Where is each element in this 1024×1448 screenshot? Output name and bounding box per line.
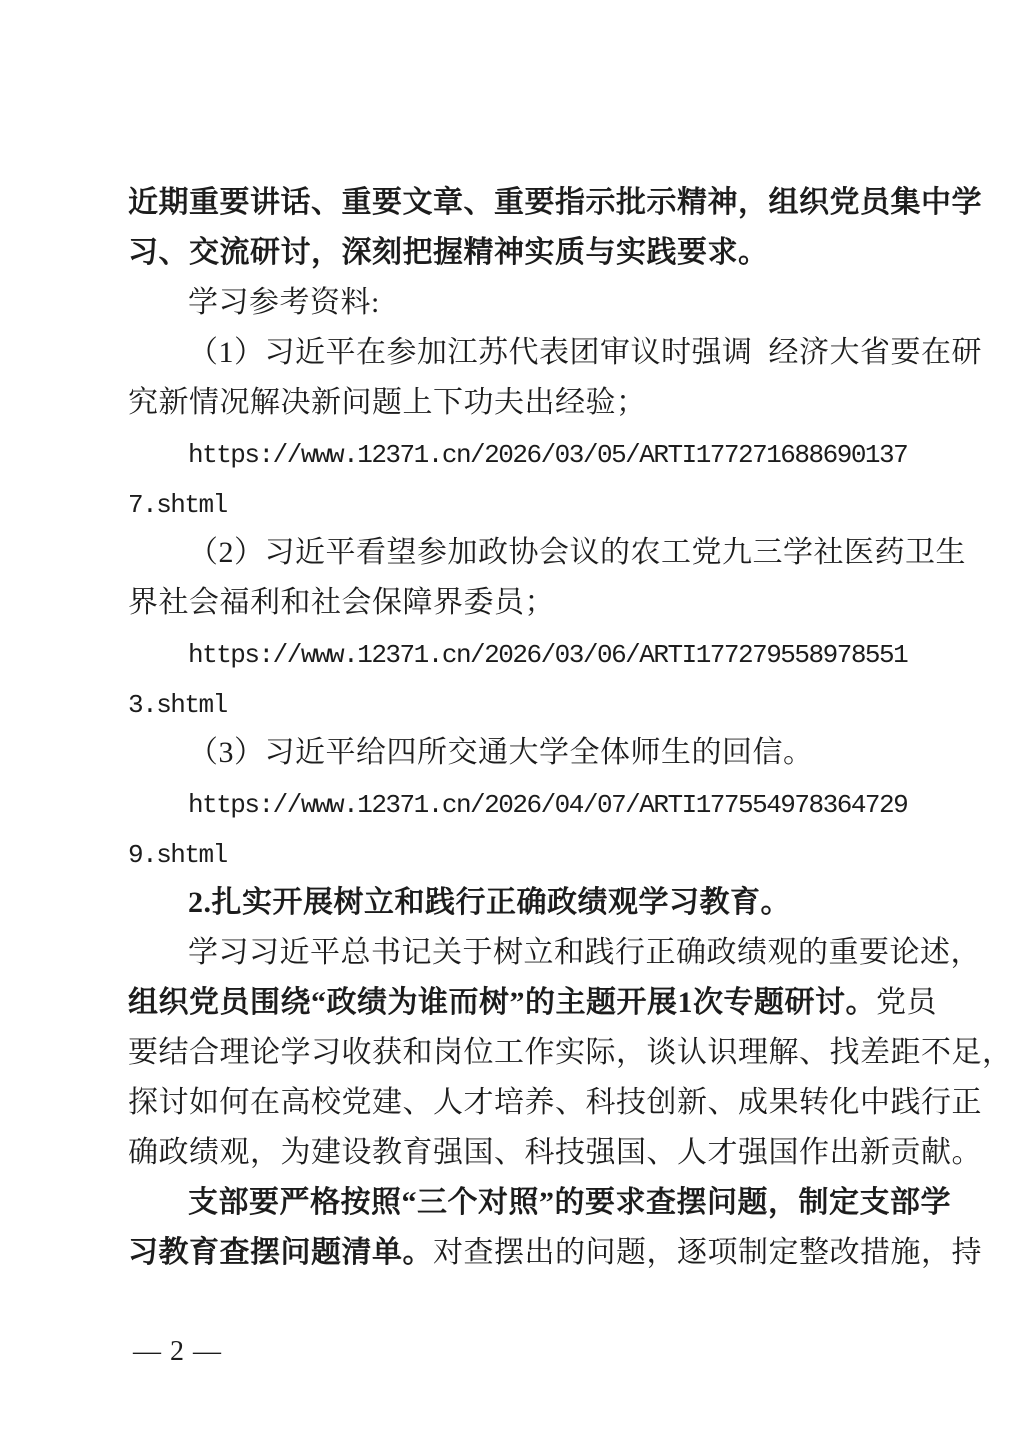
text-run: （1）习近平在参加江苏代表团审议时强调 经济大省要在研 [188, 336, 982, 369]
text-line [128, 1128, 982, 1178]
text-run: 党员 [876, 986, 937, 1019]
text-line [128, 628, 912, 678]
text-run: 习教育查摆问题清单。 [128, 1236, 433, 1269]
text-line [128, 578, 912, 628]
text-line [128, 428, 912, 478]
text-run: 学习参考资料: [188, 286, 380, 319]
text-run: 确政绩观，为建设教育强国、科技强国、人才强国作出新贡献。 [128, 1136, 982, 1169]
text-line [128, 878, 912, 928]
text-run: （2）习近平看望参加政协会议的农工党九三学社医药卫生 [188, 536, 966, 569]
text-run: 界社会福利和社会保障界委员； [128, 586, 555, 619]
text-line [128, 478, 912, 528]
text-line [128, 228, 912, 278]
text-line [128, 378, 912, 428]
text-line [128, 1178, 951, 1228]
text-run: 对查摆出的问题，逐项制定整改措施，持 [433, 1236, 982, 1269]
text-line [128, 928, 981, 978]
text-run: 要结合理论学习收获和岗位工作实际，谈认识理解、找差距不足， [128, 1036, 1013, 1069]
url-text: https://www.12371.cn/2026/04/07/ARTI177554978364729 [188, 790, 908, 820]
text-run: 探讨如何在高校党建、人才培养、科技创新、成果转化中践行正 [128, 1086, 982, 1119]
url-text: https://www.12371.cn/2026/03/05/ARTI177271688690137 [188, 440, 908, 470]
text-line [128, 728, 912, 778]
url-text: 9.shtml [128, 840, 227, 870]
text-line [128, 1078, 982, 1128]
text-line [128, 978, 937, 1028]
document-body [128, 178, 1013, 1278]
text-run: 习、交流研讨，深刻把握精神实质与实践要求。 [128, 236, 769, 269]
text-run: 究新情况解决新问题上下功夫出经验； [128, 386, 647, 419]
url-text: 7.shtml [128, 490, 227, 520]
text-line [128, 278, 912, 328]
text-line [128, 678, 912, 728]
text-line [128, 778, 912, 828]
text-run: 支部要严格按照“三个对照”的要求查摆问题，制定支部学 [188, 1186, 951, 1219]
url-text: 3.shtml [128, 690, 227, 720]
text-run: 组织党员围绕“政绩为谁而树”的主题开展1次专题研讨。 [128, 986, 876, 1019]
text-line [128, 1228, 982, 1278]
text-line [128, 828, 912, 878]
text-line [128, 528, 966, 578]
text-line [128, 328, 982, 378]
text-run: 近期重要讲话、重要文章、重要指示批示精神，组织党员集中学 [128, 186, 982, 219]
text-line [128, 178, 982, 228]
text-run: 学习习近平总书记关于树立和践行正确政绩观的重要论述， [188, 936, 981, 969]
text-run: （3）习近平给四所交通大学全体师生的回信。 [188, 736, 814, 769]
text-line [128, 1028, 1013, 1078]
url-text: https://www.12371.cn/2026/03/06/ARTI177279558978551 [188, 640, 908, 670]
page-number: — 2 — [133, 1336, 222, 1367]
text-run: 2.扎实开展树立和践行正确政绩观学习教育。 [188, 886, 791, 919]
